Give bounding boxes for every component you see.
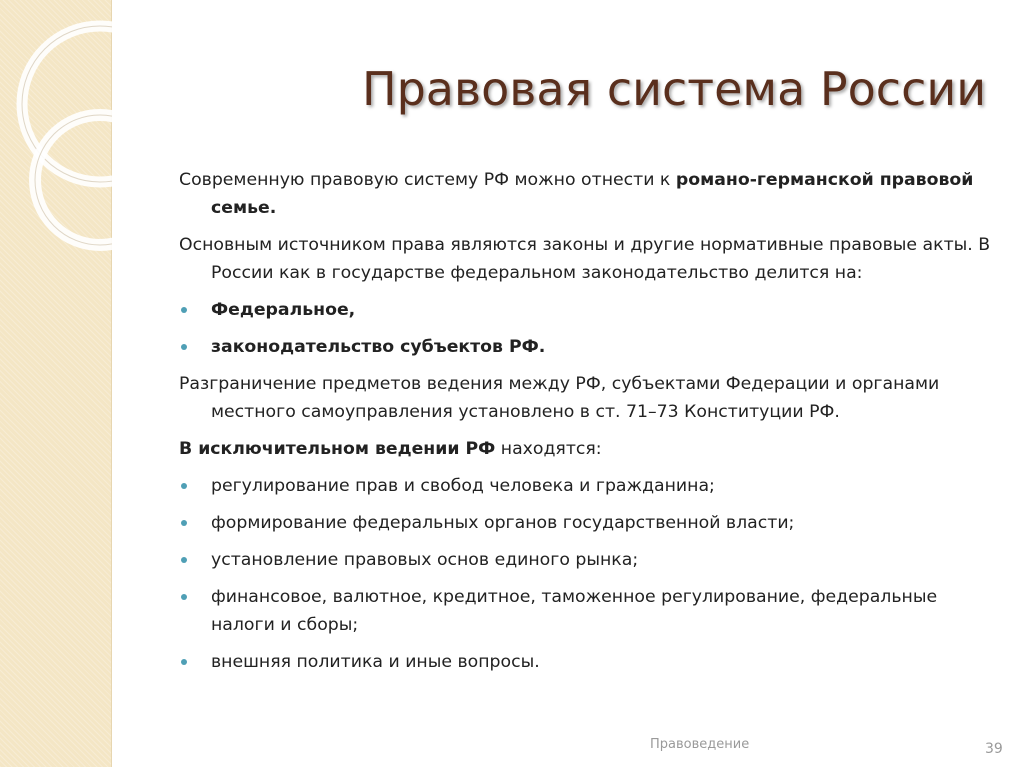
decorative-rings-icon xyxy=(0,0,112,300)
bullet-dot-icon xyxy=(181,659,187,665)
bullet-dot-icon xyxy=(181,557,187,563)
paragraph-text: Современную правовую систему РФ можно отнести к xyxy=(179,170,676,190)
list-item xyxy=(179,296,997,324)
page-number: 39 xyxy=(985,741,1003,757)
paragraph-bold-text: романо-германской правовой семье. xyxy=(211,170,974,218)
list-item xyxy=(179,546,997,574)
list-item-text: регулирование прав и свобод человека и гражданина; xyxy=(211,476,715,496)
list-item-text: финансовое, валютное, кредитное, таможенное регулирование, федеральные налоги и сборы; xyxy=(211,587,938,635)
paragraph-exclusive-jurisdiction xyxy=(179,435,997,463)
slide-content xyxy=(179,166,997,685)
list-item-text: формирование федеральных органов государственной власти; xyxy=(211,513,795,533)
decorative-side-band xyxy=(0,0,112,767)
list-item xyxy=(179,583,997,639)
list-item xyxy=(179,333,997,361)
bullet-dot-icon xyxy=(181,594,187,600)
list-item xyxy=(179,648,997,676)
bullet-dot-icon xyxy=(181,520,187,526)
paragraph-text: находятся: xyxy=(495,439,602,459)
list-item-text: внешняя политика и иные вопросы. xyxy=(211,652,540,672)
list-item xyxy=(179,472,997,500)
bullet-dot-icon xyxy=(181,307,187,313)
paragraph-bold-text: В исключительном ведении РФ xyxy=(179,439,496,459)
paragraph-delimitation: Разграничение предметов ведения между РФ, субъектами Федерации и органами местного самоуправления установлено в ст. 71–73 Конституции РФ. xyxy=(179,374,940,422)
paragraph-main-source: Основным источником права являются законы и другие нормативные правовые акты. В России как в государстве федеральном законодательство делится на: xyxy=(179,235,991,283)
list-item-text: законодательство субъектов РФ. xyxy=(211,337,546,357)
list-item-text: установление правовых основ единого рынка; xyxy=(211,550,639,570)
footer-label: Правоведение xyxy=(650,737,750,752)
bullet-dot-icon xyxy=(181,483,187,489)
paragraph-legal-family xyxy=(179,166,997,222)
list-item-text: Федеральное, xyxy=(211,300,356,320)
list-item xyxy=(179,509,997,537)
slide-title: Правовая система России xyxy=(362,62,987,116)
bullet-dot-icon xyxy=(181,344,187,350)
